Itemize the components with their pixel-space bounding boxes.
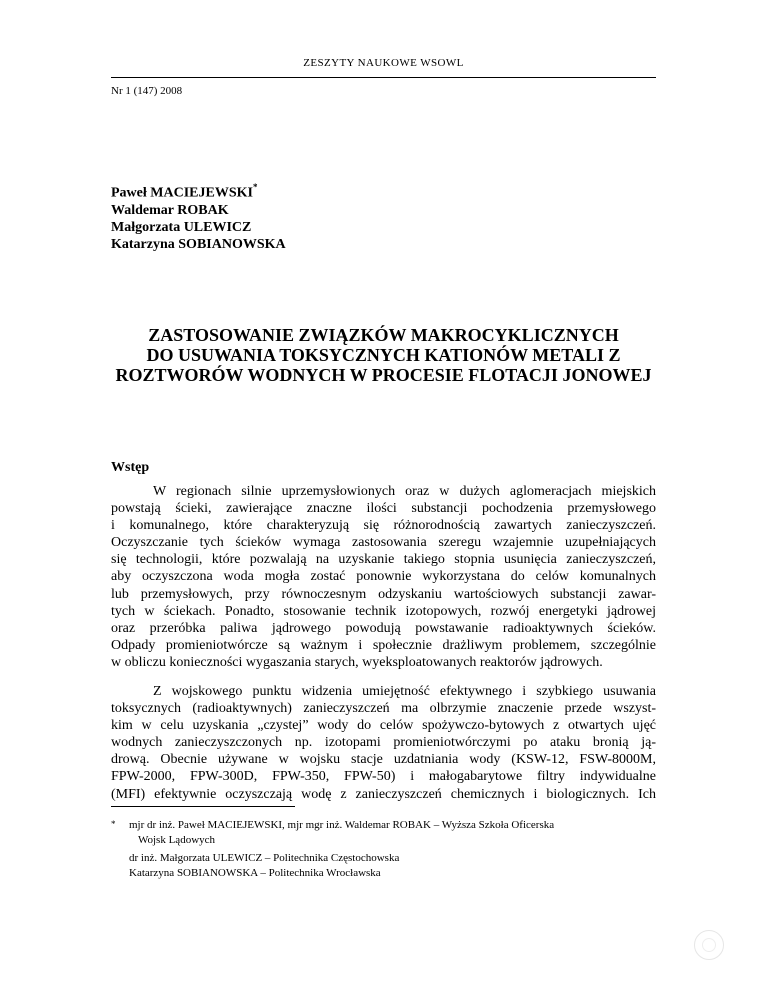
author-name: Małgorzata ULEWICZ xyxy=(111,219,252,235)
text-line: lub przemysłowych, przy równoczesnym odzyskaniu wartościowych substancji zawar- xyxy=(111,586,656,602)
footnote-line: dr inż. Małgorzata ULEWICZ – Politechnika Częstochowska xyxy=(129,852,400,864)
journal-title: ZESZYTY NAUKOWE WSOWL xyxy=(303,57,464,69)
author-name: Waldemar ROBAK xyxy=(111,202,229,218)
text-line: oraz przeróbka paliwa jądrowego powodują powstawanie radioaktywnych ścieków. xyxy=(111,620,656,636)
text-line: Z wojskowego punktu widzenia umiejętność efektywnego i szybkiego usuwania xyxy=(153,684,656,699)
footnote-rule xyxy=(111,806,295,807)
footnote-mark: * xyxy=(111,819,116,829)
paper-title xyxy=(100,325,667,385)
paragraph-2 xyxy=(111,683,656,803)
author-name: Paweł MACIEJEWSKI* xyxy=(111,182,258,201)
watermark-icon xyxy=(694,930,724,960)
paragraph-1 xyxy=(111,483,656,671)
section-heading: Wstęp xyxy=(111,460,150,475)
text-line: wodnych zanieczyszczonych np. izotopami promieniotwórczymi po ataku bronią ją- xyxy=(111,735,656,751)
text-line: Oczyszczanie tych ścieków wymaga zastosowania szeregu wzajemnie uzupełniających xyxy=(111,535,656,551)
issue-number: Nr 1 (147) 2008 xyxy=(111,85,183,97)
text-line: i komunalnego, które charakteryzują się różnorodnością zawartych zanieczyszczeń. xyxy=(111,518,656,534)
text-line: się technologii, które pozwalają na uzyskanie takiego stopnia usunięcia zanieczyszczeń, xyxy=(111,552,656,568)
author-list xyxy=(111,180,286,253)
text-line: toksycznych (radioaktywnych) zanieczyszczeń ma olbrzymie znaczenie przede wszyst- xyxy=(111,701,656,717)
text-line: w obliczu konieczności wygaszania starych, wyeksploatowanych reaktorów jądrowych. xyxy=(111,654,603,670)
title-line: ROZTWORÓW WODNYCH W PROCESIE FLOTACJI JONOWEJ xyxy=(115,365,652,385)
text-line: drową. Obecnie używane w wojsku stacje uzdatniania wody (KSW-12, FSW-8000M, xyxy=(111,752,656,768)
text-line: W regionach silnie uprzemysłowionych oraz w dużych aglomeracjach miejskich xyxy=(153,484,656,499)
footnote-line: mjr dr inż. Paweł MACIEJEWSKI, mjr mgr inż. Waldemar ROBAK – Wyższa Szkoła Oficerska xyxy=(129,819,555,831)
footnote-marker: * xyxy=(252,182,258,192)
text-line: (MFI) efektywnie oczyszczają wodę z zanieczyszczeń chemicznych i biologicznych. Ich xyxy=(111,786,656,802)
footnote xyxy=(111,818,554,881)
header-rule xyxy=(111,77,656,78)
title-line: ZASTOSOWANIE ZWIĄZKÓW MAKROCYKLICZNYCH xyxy=(148,325,619,345)
text-line: tych w ściekach. Ponadto, stosowanie technik izotopowych, rozwój energetyki jądrowej xyxy=(111,603,656,619)
footnote-line: Katarzyna SOBIANOWSKA – Politechnika Wrocławska xyxy=(129,867,381,879)
title-line: DO USUWANIA TOKSYCZNYCH KATIONÓW METALI Z xyxy=(146,345,621,365)
author-name: Katarzyna SOBIANOWSKA xyxy=(111,236,286,252)
text-line: aby oczyszczona woda mogła zostać ponownie wykorzystana do celów komunalnych xyxy=(111,569,656,585)
text-line: powstają ścieki, zawierające znaczne ilości substancji pochodzenia przemysłowego xyxy=(111,501,656,517)
text-line: kim w celu uzyskania „czystej” wody do celów spożywczo-bytowych z otwartych ujęć xyxy=(111,718,656,734)
footnote-line: Wojsk Lądowych xyxy=(138,834,216,846)
text-line: FPW-2000, FPW-300D, FPW-350, FPW-50) i małogabarytowe filtry indywidualne xyxy=(111,769,656,785)
text-line: Odpady promieniotwórcze są ważnym i społecznie drażliwym problemem, szczególnie xyxy=(111,637,656,653)
